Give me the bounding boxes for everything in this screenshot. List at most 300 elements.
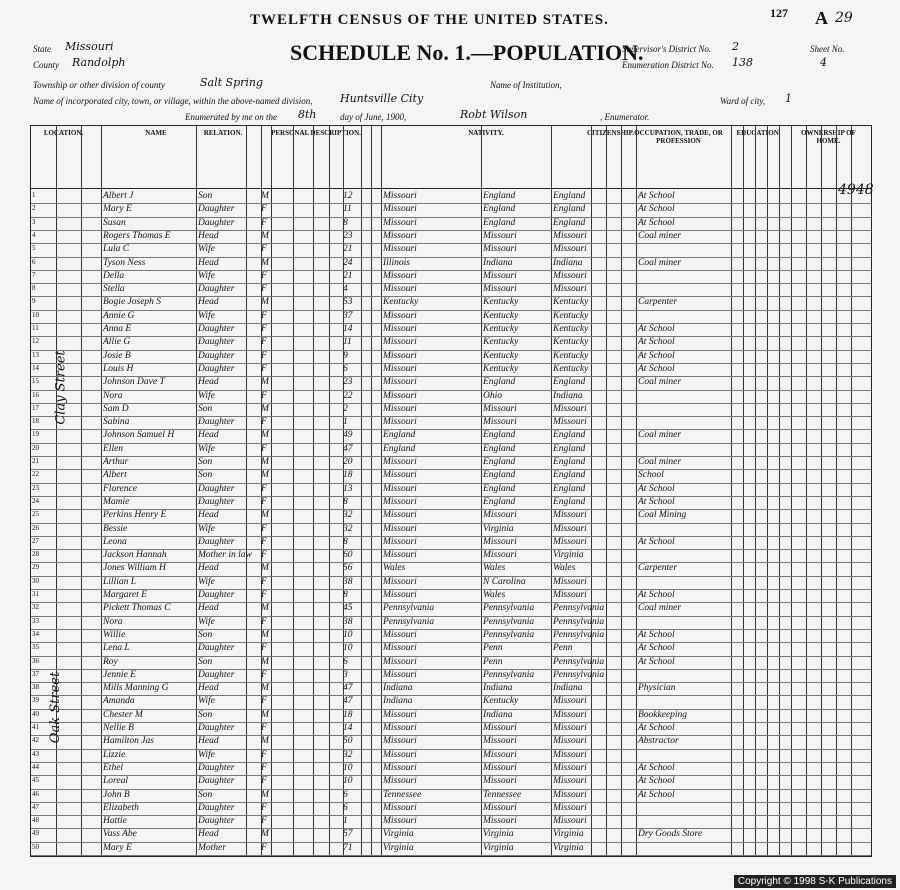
sex: F [261, 417, 267, 428]
relation: Son [198, 457, 213, 467]
row-number: 24 [32, 496, 39, 505]
birthplace: Missouri [383, 244, 417, 255]
relation: Wife [198, 523, 215, 534]
table-row [31, 257, 871, 270]
person-name: Nora [103, 390, 123, 401]
row-number: 6 [32, 257, 36, 266]
sex: M [261, 297, 269, 308]
birthplace: Missouri [383, 363, 417, 374]
occupation: At School [638, 204, 675, 215]
age: 21 [343, 244, 353, 255]
table-row [31, 656, 871, 669]
col-nativity: NATIVITY. [468, 129, 504, 137]
person-name: Jones William H [103, 563, 166, 574]
birthplace: Missouri [383, 470, 417, 481]
mother-birthplace: Pennsylvania [553, 629, 605, 640]
person-name: Lillian L [103, 576, 136, 587]
occupation: At School [638, 590, 675, 600]
age: 47 [343, 443, 353, 454]
ward-value: 1 [785, 92, 792, 105]
occupation: Dry Goods Store [638, 829, 703, 840]
relation: Daughter [198, 776, 235, 787]
birthplace: Virginia [383, 829, 414, 840]
father-birthplace: Virginia [483, 523, 514, 534]
relation: Wife [198, 270, 215, 281]
birthplace: Missouri [383, 550, 417, 561]
table-row [31, 283, 871, 296]
age: 37 [343, 310, 353, 321]
table-row [31, 589, 871, 602]
occupation: At School [638, 629, 675, 640]
sex: M [261, 683, 269, 694]
table-row [31, 429, 871, 442]
relation: Head [198, 377, 219, 388]
row-number: 10 [32, 310, 39, 319]
father-birthplace: Tennessee [483, 789, 522, 800]
table-row [31, 363, 871, 376]
sex: F [261, 496, 267, 507]
birthplace: England [383, 430, 416, 441]
row-number: 47 [32, 802, 39, 811]
age: 8 [343, 590, 348, 600]
occupation: At School [638, 762, 675, 773]
row-number: 40 [32, 709, 39, 718]
father-birthplace: England [483, 496, 516, 507]
row-number: 30 [32, 576, 39, 585]
birthplace: Missouri [383, 736, 417, 747]
birthplace: Pennsylvania [383, 616, 435, 627]
row-number: 42 [32, 736, 39, 745]
row-number: 8 [32, 284, 36, 293]
row-number: 21 [32, 457, 39, 465]
mother-birthplace: Kentucky [553, 310, 589, 321]
birthplace: Missouri [383, 270, 417, 281]
occupation: Coal miner [638, 377, 682, 388]
relation: Son [198, 656, 213, 667]
enumerator-name: Robt Wilson [460, 108, 528, 121]
birthplace: Missouri [383, 457, 417, 467]
mother-birthplace: Missouri [553, 723, 587, 733]
mother-birthplace: Missouri [553, 284, 587, 295]
sex: F [261, 816, 267, 827]
sex: F [261, 443, 267, 454]
mother-birthplace: Missouri [553, 536, 587, 547]
father-birthplace: Missouri [483, 723, 517, 733]
age: 1 [343, 417, 348, 428]
relation: Wife [198, 443, 215, 454]
person-name: Nora [103, 616, 123, 627]
relation: Head [198, 603, 219, 614]
sex: F [261, 643, 267, 654]
mother-birthplace: Missouri [553, 736, 587, 747]
mother-birthplace: Missouri [553, 270, 587, 281]
mother-birthplace: Missouri [553, 696, 587, 707]
person-name: Leona [103, 536, 127, 547]
state-value: Missouri [65, 40, 114, 53]
birthplace: Missouri [383, 324, 417, 334]
sex: M [261, 430, 269, 441]
mother-birthplace: England [553, 496, 586, 507]
sex: F [261, 802, 267, 813]
age: 23 [343, 230, 353, 241]
occupation: At School [638, 191, 675, 201]
mother-birthplace: Virginia [553, 829, 584, 840]
occupation: At School [638, 536, 675, 547]
table-row [31, 483, 871, 496]
person-name: Pickett Thomas C [103, 603, 171, 614]
relation: Wife [198, 576, 215, 587]
table-row [31, 828, 871, 841]
age: 14 [343, 324, 353, 334]
mother-birthplace: Virginia [553, 842, 584, 853]
age: 56 [343, 563, 353, 574]
age: 13 [343, 483, 353, 494]
birthplace: Missouri [383, 337, 417, 348]
table-row [31, 390, 871, 403]
father-birthplace: Kentucky [483, 297, 519, 308]
row-number: 27 [32, 536, 39, 545]
father-birthplace: Penn [483, 643, 503, 654]
father-birthplace: England [483, 443, 516, 454]
table-row [31, 376, 871, 389]
table-row [31, 509, 871, 522]
table-row [31, 669, 871, 682]
mother-birthplace: Missouri [553, 789, 587, 800]
father-birthplace: Wales [483, 590, 506, 600]
sex: F [261, 762, 267, 773]
relation: Head [198, 230, 219, 241]
row-number: 13 [32, 350, 39, 359]
age: 11 [343, 337, 352, 348]
age: 14 [343, 723, 353, 733]
mother-birthplace: Missouri [553, 576, 587, 587]
birthplace: Missouri [383, 496, 417, 507]
row-number: 32 [32, 603, 39, 612]
sex: F [261, 576, 267, 587]
sex: M [261, 377, 269, 388]
mother-birthplace: Missouri [553, 244, 587, 255]
relation: Daughter [198, 284, 235, 295]
relation: Daughter [198, 483, 235, 494]
relation: Head [198, 257, 219, 268]
person-name: Sabina [103, 417, 130, 428]
relation: Wife [198, 390, 215, 401]
corner-hand-number: 29 [835, 10, 853, 26]
mother-birthplace: England [553, 377, 586, 388]
relation: Daughter [198, 324, 235, 334]
person-name: Rogers Thomas E [103, 230, 171, 241]
relation: Mother in law [198, 550, 252, 561]
age: 60 [343, 550, 353, 561]
age: 32 [343, 523, 353, 534]
col-ownership: OWNERSHIP OF HOME. [801, 129, 856, 145]
sex: F [261, 350, 267, 361]
relation: Daughter [198, 669, 235, 680]
birthplace: Missouri [383, 350, 417, 361]
row-rule [31, 855, 871, 856]
county-label: County [33, 60, 59, 70]
schedule-title: SCHEDULE No. 1.—POPULATION. [290, 40, 644, 65]
birthplace: Virginia [383, 842, 414, 853]
side-note-clay: Clay Street [53, 350, 69, 425]
table-row [31, 775, 871, 788]
age: 47 [343, 696, 353, 707]
sex: F [261, 217, 267, 228]
table-row [31, 695, 871, 708]
occupation: At School [638, 643, 675, 654]
birthplace: Missouri [383, 417, 417, 428]
enumerated-label: Enumerated by me on the [185, 112, 277, 122]
table-row [31, 443, 871, 456]
mother-birthplace: Missouri [553, 802, 587, 813]
father-birthplace: England [483, 457, 516, 467]
age: 32 [343, 749, 353, 760]
age: 2 [343, 403, 348, 414]
row-number: 46 [32, 789, 39, 798]
occupation: Coal Mining [638, 510, 687, 521]
age: 23 [343, 377, 353, 388]
relation: Wife [198, 616, 215, 627]
row-number: 31 [32, 590, 39, 598]
sex: M [261, 257, 269, 268]
relation: Wife [198, 310, 215, 321]
father-birthplace: Missouri [483, 510, 517, 521]
person-name: Nellie B [103, 723, 134, 733]
col-education: EDUCATION. [736, 129, 781, 137]
birthplace: Missouri [383, 390, 417, 401]
birthplace: Missouri [383, 310, 417, 321]
person-name: Jennie E [103, 669, 136, 680]
birthplace: Missouri [383, 510, 417, 521]
age: 10 [343, 776, 353, 787]
table-row [31, 789, 871, 802]
state-label: State [33, 44, 51, 54]
father-birthplace: England [483, 204, 516, 215]
relation: Head [198, 563, 219, 574]
person-name: Arthur [103, 457, 129, 467]
father-birthplace: Missouri [483, 550, 517, 561]
father-birthplace: Missouri [483, 816, 517, 827]
age: 10 [343, 762, 353, 773]
relation: Daughter [198, 762, 235, 773]
age: 49 [343, 430, 353, 441]
sex: F [261, 842, 267, 853]
sex: F [261, 776, 267, 787]
sex: M [261, 736, 269, 747]
father-birthplace: Missouri [483, 244, 517, 255]
sex: M [261, 457, 269, 467]
sheet-label: Sheet No. [810, 44, 845, 54]
age: 47 [343, 683, 353, 694]
sex: F [261, 483, 267, 494]
occupation: Bookkeeping [638, 709, 688, 720]
person-name: Jackson Hannah [103, 550, 167, 561]
sex: F [261, 749, 267, 760]
sex: F [261, 523, 267, 534]
row-number: 35 [32, 643, 39, 652]
age: 6 [343, 363, 348, 374]
father-birthplace: Wales [483, 563, 506, 574]
father-birthplace: Missouri [483, 802, 517, 813]
table-row [31, 709, 871, 722]
father-birthplace: Missouri [483, 403, 517, 414]
mother-birthplace: Missouri [553, 417, 587, 428]
person-name: Ethel [103, 762, 124, 773]
birthplace: Missouri [383, 776, 417, 787]
occupation: Carpenter [638, 297, 678, 308]
person-name: Chester M [103, 709, 143, 720]
sex: M [261, 191, 269, 201]
mother-birthplace: Wales [553, 563, 576, 574]
margin-number: 4948 [838, 182, 874, 198]
age: 9 [343, 350, 348, 361]
table-row [31, 323, 871, 336]
father-birthplace: England [483, 483, 516, 494]
person-name: Anna E [103, 324, 132, 334]
relation: Head [198, 736, 219, 747]
birthplace: Missouri [383, 709, 417, 720]
sex: F [261, 550, 267, 561]
row-number: 36 [32, 656, 39, 665]
row-number: 48 [32, 816, 39, 825]
age: 18 [343, 709, 353, 720]
age: 21 [343, 270, 353, 281]
relation: Daughter [198, 204, 235, 215]
birthplace: Illinois [383, 257, 410, 268]
birthplace: Missouri [383, 217, 417, 228]
row-number: 15 [32, 377, 39, 386]
occupation: Coal miner [638, 430, 682, 441]
age: 6 [343, 789, 348, 800]
table-row [31, 576, 871, 589]
age: 10 [343, 643, 353, 654]
mother-birthplace: England [553, 217, 586, 228]
sex: M [261, 230, 269, 241]
relation: Head [198, 683, 219, 694]
sex: M [261, 656, 269, 667]
row-number: 12 [32, 337, 39, 346]
row-number: 7 [32, 270, 36, 279]
mother-birthplace: Missouri [553, 749, 587, 760]
person-name: Lena L [103, 643, 130, 654]
birthplace: Missouri [383, 762, 417, 773]
person-name: Louis H [103, 363, 134, 374]
relation: Daughter [198, 363, 235, 374]
supervisor-value: 2 [732, 40, 739, 53]
occupation: Coal miner [638, 257, 682, 268]
occupation: At School [638, 363, 675, 374]
relation: Son [198, 403, 213, 414]
relation: Daughter [198, 590, 235, 600]
age: 50 [343, 736, 353, 747]
person-name: Annie G [103, 310, 135, 321]
table-row [31, 562, 871, 575]
birthplace: Missouri [383, 403, 417, 414]
birthplace: Missouri [383, 576, 417, 587]
mother-birthplace: Indiana [553, 683, 583, 694]
table-row [31, 217, 871, 230]
table-row [31, 190, 871, 203]
enum-district-label: Enumeration District No. [622, 60, 714, 70]
age: 38 [343, 616, 353, 627]
mother-birthplace: Pennsylvania [553, 656, 605, 667]
institution-label: Name of Institution, [490, 80, 562, 90]
father-birthplace: Kentucky [483, 337, 519, 348]
row-number: 5 [32, 244, 36, 253]
age: 8 [343, 536, 348, 547]
person-name: Allie G [103, 337, 131, 348]
person-name: Mary E [103, 204, 132, 215]
birthplace: Missouri [383, 643, 417, 654]
occupation: Abstractor [638, 736, 679, 747]
person-name: Vass Abe [103, 829, 137, 840]
sex: F [261, 536, 267, 547]
table-row [31, 842, 871, 855]
father-birthplace: England [483, 430, 516, 441]
sex: F [261, 204, 267, 215]
table-row [31, 296, 871, 309]
age: 11 [343, 204, 352, 215]
copyright-notice: Copyright © 1998 S-K Publications [734, 875, 896, 888]
relation: Son [198, 629, 213, 640]
mother-birthplace: Virginia [553, 550, 584, 561]
father-birthplace: Virginia [483, 829, 514, 840]
table-row [31, 416, 871, 429]
occupation: School [638, 470, 664, 481]
father-birthplace: Kentucky [483, 310, 519, 321]
birthplace: Missouri [383, 816, 417, 827]
occupation: Carpenter [638, 563, 678, 574]
sex: F [261, 616, 267, 627]
relation: Daughter [198, 496, 235, 507]
sex: F [261, 284, 267, 295]
row-number: 4 [32, 230, 36, 239]
occupation: Physician [638, 683, 676, 694]
relation: Son [198, 789, 213, 800]
father-birthplace: Pennsylvania [483, 629, 535, 640]
father-birthplace: England [483, 217, 516, 228]
age: 24 [343, 257, 353, 268]
relation: Mother [198, 842, 226, 853]
person-name: Willie [103, 629, 126, 640]
person-name: Lula C [103, 244, 130, 255]
person-name: Hamilton Jas [103, 736, 154, 747]
sex: F [261, 669, 267, 680]
occupation: Coal miner [638, 230, 682, 241]
sex: F [261, 363, 267, 374]
table-row [31, 802, 871, 815]
birthplace: England [383, 443, 416, 454]
father-birthplace: Missouri [483, 284, 517, 295]
sex: F [261, 337, 267, 348]
sex: M [261, 563, 269, 574]
mother-birthplace: Pennsylvania [553, 616, 605, 627]
table-row [31, 762, 871, 775]
birthplace: Missouri [383, 723, 417, 733]
table-row [31, 616, 871, 629]
father-birthplace: Missouri [483, 776, 517, 787]
mother-birthplace: Missouri [553, 709, 587, 720]
row-number: 14 [32, 363, 39, 372]
age: 45 [343, 603, 353, 614]
relation: Wife [198, 244, 215, 255]
sex: F [261, 310, 267, 321]
person-name: Florence [103, 483, 137, 494]
mother-birthplace: England [553, 483, 586, 494]
table-row [31, 350, 871, 363]
sex: M [261, 403, 269, 414]
mother-birthplace: Missouri [553, 776, 587, 787]
